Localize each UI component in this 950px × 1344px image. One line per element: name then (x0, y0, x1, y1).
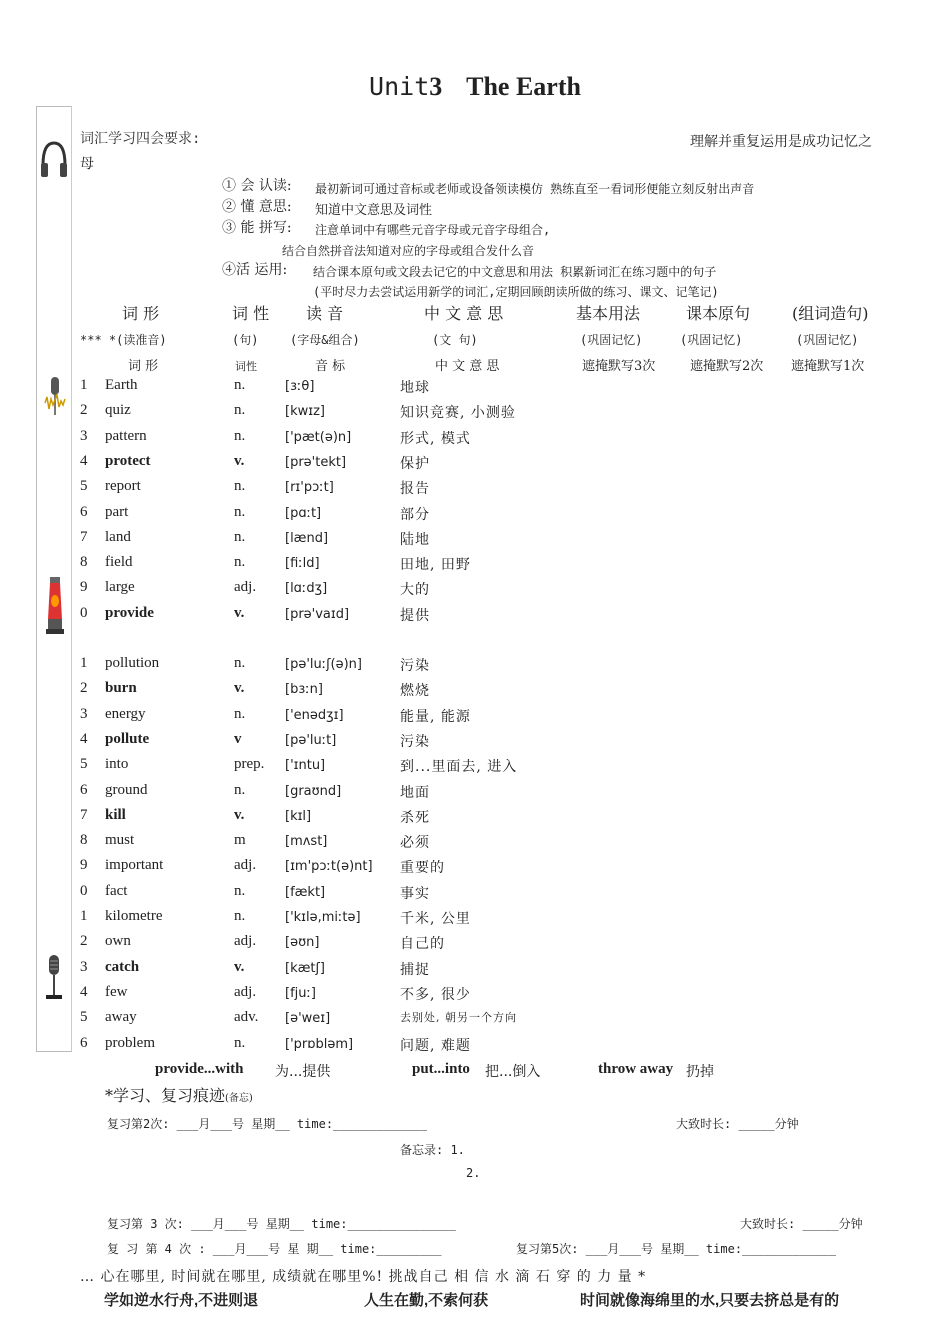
word: Earth (105, 377, 138, 393)
hdr2-meaning: (文 句) (432, 333, 478, 347)
microphone-wave-icon (43, 375, 67, 421)
word: field (105, 554, 133, 571)
row-number: 8 (80, 832, 88, 849)
review-3-duration: 大致时长: _____分钟 (740, 1217, 863, 1231)
word: quiz (105, 402, 131, 419)
row-number: 2 (80, 680, 88, 697)
memo-1: 备忘录: 1. (400, 1143, 465, 1157)
row-number: 4 (80, 983, 88, 1000)
req-2-label: ② 懂 意思: (222, 199, 292, 215)
hdr2-word: *** *(读准音) (80, 333, 167, 347)
row-number: 6 (80, 1034, 88, 1051)
chinese-meaning: 燃烧 (400, 683, 430, 700)
phonetic: [əʊn] (285, 935, 320, 951)
headphones-icon (40, 137, 68, 185)
row-number: 5 (80, 1009, 88, 1026)
req-4-text: 结合课本原句或文段去记它的中文意思和用法 积累新词汇在练习题中的句子 (313, 265, 717, 279)
phonetic: [pə'luːt] (285, 732, 337, 748)
part-of-speech: n. (234, 655, 246, 671)
row-number: 4 (80, 730, 88, 747)
part-of-speech: adj. (234, 933, 257, 950)
unit-name: The Earth (466, 72, 581, 101)
row-number: 1 (80, 655, 88, 671)
word: away (105, 1009, 137, 1026)
word: pollute (105, 730, 150, 747)
motto-tail: 母 (80, 156, 94, 172)
review-3: 复习第 3 次: ___月___号 星期__ time:_______________ (107, 1217, 456, 1231)
part-of-speech: adj. (234, 579, 257, 596)
chinese-meaning: 大的 (400, 582, 430, 599)
hdr3-dictate1: 遮掩默写1次 (791, 359, 865, 374)
review-heading: *学习、复习痕迹(备忘) (105, 1086, 253, 1105)
row-number: 9 (80, 857, 88, 874)
page-title: Unit3 The Earth (369, 72, 581, 101)
part-of-speech: n. (234, 1034, 246, 1051)
phrase-1-en: provide...with (155, 1061, 244, 1077)
phonetic: ['prɒbləm] (285, 1036, 354, 1052)
word: pollution (105, 655, 160, 671)
req-3-text2: 结合自然拼音法知道对应的字母或组合发什么音 (282, 244, 535, 258)
hdr-word: 词 形 (122, 304, 160, 323)
part-of-speech: n. (234, 781, 246, 798)
footer-line: … 心在哪里, 时间就在哪里, 成绩就在哪里%! 挑战自己 相 信 水 滴 石 穿 的 力 量 * (80, 1269, 647, 1285)
req-3-text: 注意单词中有哪些元音字母或元音字母组合, (315, 223, 551, 237)
footer-motto-2: 人生在勤,不索何获 (364, 1292, 489, 1309)
row-number: 7 (80, 806, 88, 823)
word: important (105, 857, 164, 874)
row-number: 8 (80, 554, 88, 571)
phonetic: [kɪl] (285, 808, 312, 824)
chinese-meaning: 保护 (400, 455, 430, 472)
row-number: 0 (80, 882, 88, 899)
word: own (105, 933, 131, 950)
chinese-meaning: 必须 (400, 835, 430, 852)
left-sidebar (36, 106, 72, 1052)
req-3-label: ③ 能 拼写: (222, 220, 292, 236)
chinese-meaning: 地面 (400, 784, 430, 801)
phonetic: [kætʃ] (285, 960, 325, 976)
row-number: 1 (80, 908, 88, 924)
phonetic: ['pæt(ə)n] (285, 429, 352, 445)
chinese-meaning: 不多, 很少 (400, 986, 471, 1003)
footer-motto-3: 时间就像海绵里的水,只要去挤总是有的 (580, 1292, 840, 1309)
word: must (105, 832, 135, 849)
part-of-speech: adj. (234, 983, 257, 1000)
phonetic: ['ɪntu] (285, 758, 326, 774)
word: burn (105, 680, 137, 697)
part-of-speech: n. (234, 377, 246, 393)
chinese-meaning: 污染 (400, 658, 430, 674)
part-of-speech: prep. (234, 756, 265, 773)
phonetic: ['enədʒɪ] (285, 707, 344, 723)
phrase-2-en: put...into (412, 1061, 470, 1077)
hdr2-pron: (字母&组合) (290, 333, 360, 347)
word: large (105, 579, 135, 596)
word: energy (105, 705, 146, 722)
chinese-meaning: 事实 (400, 885, 430, 902)
chinese-meaning: 知识竞赛, 小测验 (400, 405, 516, 422)
chinese-meaning: 捕捉 (400, 961, 430, 978)
part-of-speech: n. (234, 554, 246, 571)
row-number: 9 (80, 579, 88, 596)
part-of-speech: n. (234, 528, 246, 545)
part-of-speech: v (234, 730, 242, 747)
phrase-3-cn: 扔掉 (686, 1064, 714, 1080)
chinese-meaning: 重要的 (400, 860, 445, 877)
chinese-meaning: 陆地 (400, 531, 430, 548)
phrase-2-cn: 把...倒入 (485, 1064, 541, 1080)
req-1-text: 最初新词可通过音标或老师或设备领读模仿 熟练直至一看词形便能立刻反射出声音 (315, 182, 755, 196)
phonetic: [fjuː] (285, 985, 316, 1001)
word: kill (105, 806, 126, 823)
part-of-speech: v. (234, 806, 245, 823)
phonetic: [prə'tekt] (285, 454, 347, 470)
hdr3-pos: 词性 (235, 360, 257, 373)
phonetic: [ɜːθ] (285, 379, 315, 394)
req-4-label: ④活 运用: (222, 262, 288, 278)
row-number: 6 (80, 781, 88, 798)
part-of-speech: n. (234, 503, 246, 520)
phonetic: [bɜːn] (285, 682, 323, 698)
part-of-speech: m (234, 832, 246, 849)
phonetic: [kwɪz] (285, 404, 325, 420)
row-number: 7 (80, 528, 88, 545)
word: protect (105, 452, 151, 469)
review-4: 复 习 第 4 次 : ___月___号 星 期__ time:_________ (107, 1242, 442, 1256)
chinese-meaning: 能量, 能源 (400, 708, 471, 725)
part-of-speech: v. (234, 452, 245, 469)
review-2-duration: 大致时长: _____分钟 (676, 1117, 799, 1131)
review-5: 复习第5次: ___月___号 星期__ time:_____________ (516, 1242, 836, 1256)
row-number: 1 (80, 377, 88, 393)
chinese-meaning: 自己的 (400, 936, 445, 953)
word: few (105, 983, 128, 1000)
intro-heading: 词汇学习四会要求: (80, 131, 201, 147)
row-number: 5 (80, 756, 88, 773)
hdr-sentence: 课本原句 (686, 304, 751, 323)
req-4-text2: (平时尽力去尝试运用新学的词汇,定期回顾朗读所做的练习、课文、记笔记) (313, 285, 719, 299)
phonetic: [pɑːt] (285, 505, 322, 521)
word: into (105, 756, 129, 773)
chinese-meaning: 杀死 (400, 809, 430, 826)
microphone-stand-icon (42, 953, 66, 1003)
phonetic: [prə'vaɪd] (285, 606, 350, 622)
part-of-speech: n. (234, 402, 246, 419)
hdr3-meaning: 中 文 意 思 (435, 359, 500, 374)
phonetic: [lænd] (285, 530, 329, 546)
word: fact (105, 882, 128, 899)
phonetic: [rɪ'pɔːt] (285, 480, 334, 496)
chinese-meaning: 问题, 难题 (400, 1037, 471, 1054)
word: ground (105, 781, 148, 798)
chinese-meaning: 形式, 模式 (400, 430, 471, 447)
word: provide (105, 604, 154, 621)
chinese-meaning: 提供 (400, 607, 430, 624)
req-1-label: ① 会 认读: (222, 178, 292, 194)
footer-motto-1: 学如逆水行舟,不进则退 (104, 1292, 259, 1309)
row-number: 4 (80, 452, 88, 469)
hdr2-pos: (句) (232, 333, 259, 347)
hdr-usage: 基本用法 (576, 304, 641, 323)
word: kilometre (105, 908, 163, 924)
word: land (105, 528, 131, 545)
chinese-meaning: 报告 (400, 481, 430, 498)
req-2-text: 知道中文意思及词性 (315, 203, 433, 218)
hdr-meaning: 中 文 意 思 (424, 304, 504, 323)
hdr3-pron: 音 标 (315, 359, 346, 374)
part-of-speech: v. (234, 958, 245, 975)
hdr2-compose: (巩固记忆) (796, 333, 859, 347)
phonetic: ['kɪlə,miːtə] (285, 910, 361, 925)
phonetic: [mʌst] (285, 834, 328, 850)
chinese-meaning: 千米, 公里 (400, 911, 471, 927)
word: part (105, 503, 129, 520)
row-number: 6 (80, 503, 88, 520)
word: catch (105, 958, 140, 975)
hdr2-usage: (巩固记忆) (580, 333, 643, 347)
phrase-1-cn: 为...提供 (275, 1064, 331, 1080)
part-of-speech: n. (234, 478, 246, 495)
motto-right: 理解并重复运用是成功记忆之 (690, 133, 872, 149)
chinese-meaning: 污染 (400, 733, 430, 750)
phonetic: [ə'weɪ] (285, 1011, 331, 1027)
part-of-speech: adv. (234, 1009, 259, 1026)
row-number: 2 (80, 933, 88, 950)
hdr-pos: 词 性 (232, 304, 270, 323)
hdr2-sentence: (巩固记忆) (680, 333, 743, 347)
row-number: 0 (80, 604, 88, 621)
word: problem (105, 1034, 155, 1051)
part-of-speech: n. (234, 908, 246, 924)
hdr3-word: 词 形 (128, 359, 159, 374)
phonetic: [ɪm'pɔːt(ə)nt] (285, 859, 373, 875)
part-of-speech: adj. (234, 857, 257, 874)
row-number: 5 (80, 478, 88, 495)
hdr-compose: (组词造句) (792, 304, 869, 323)
hdr3-dictate2: 遮掩默写2次 (690, 359, 764, 374)
phonetic: [fiːld] (285, 556, 320, 572)
part-of-speech: n. (234, 882, 246, 899)
row-number: 3 (80, 705, 88, 722)
phonetic: [lɑːdʒ] (285, 581, 328, 597)
row-number: 2 (80, 402, 88, 419)
memo-2: 2. (466, 1166, 481, 1180)
lava-lamp-icon (44, 575, 66, 637)
chinese-meaning: 田地, 田野 (400, 557, 471, 574)
hdr-pron: 读 音 (306, 304, 344, 323)
part-of-speech: v. (234, 680, 245, 697)
part-of-speech: v. (234, 604, 245, 621)
chinese-meaning: 地球 (400, 380, 430, 396)
word: pattern (105, 427, 147, 444)
phrase-3-en: throw away (598, 1061, 674, 1077)
phonetic: [fækt] (285, 884, 326, 900)
chinese-meaning: 去别处, 朝另一个方向 (400, 1011, 517, 1025)
review-2: 复习第2次: ___月___号 星期__ time:_____________ (107, 1117, 427, 1131)
part-of-speech: n. (234, 427, 246, 444)
hdr3-dictate3: 遮掩默写3次 (582, 359, 656, 374)
word: report (105, 478, 141, 495)
row-number: 3 (80, 427, 88, 444)
phonetic: [pə'luːʃ(ə)n] (285, 657, 362, 672)
chinese-meaning: 部分 (400, 506, 430, 523)
chinese-meaning: 到...里面去, 进入 (400, 759, 518, 776)
row-number: 3 (80, 958, 88, 975)
part-of-speech: n. (234, 705, 246, 722)
phonetic: [graʊnd] (285, 783, 342, 799)
